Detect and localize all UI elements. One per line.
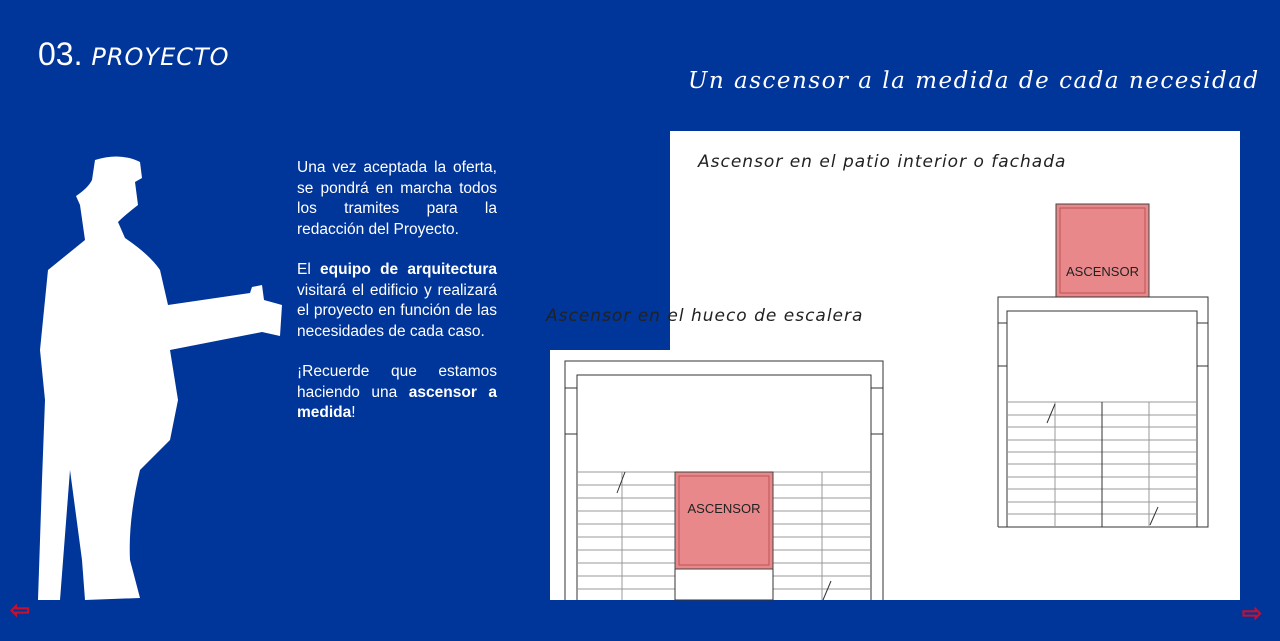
text-bold: equipo de arquitectura [320, 261, 497, 278]
caption-hueco: Ascensor en el hueco de escalera [546, 306, 864, 326]
text: visitará el edificio y realizará el proyecto en función de las necesidades de cada caso. [297, 281, 497, 340]
text: ! [351, 404, 356, 421]
text: ¡Recuerde que estamos haciendo una [297, 363, 497, 401]
section-number: 03. [38, 36, 83, 72]
caption-patio: Ascensor en el patio interior o fachada [698, 152, 1067, 172]
arrow-left-icon[interactable]: ⇦ [10, 597, 31, 624]
elevator-label-patio: ASCENSOR [1066, 264, 1139, 279]
elevator-label-hueco: ASCENSOR [687, 501, 761, 516]
text: El [297, 261, 321, 278]
text-bold: ascensor a medida [297, 383, 497, 421]
slide-subtitle: Un ascensor a la medida de cada necesidad [688, 68, 1260, 94]
section-name: PROYECTO [91, 43, 230, 71]
arrow-right-icon[interactable]: ⇨ [1242, 600, 1263, 627]
paragraph-offer: Una vez aceptada la oferta, se pondrá en marcha todos los tramites para la redacción del Proyecto. [297, 159, 497, 238]
